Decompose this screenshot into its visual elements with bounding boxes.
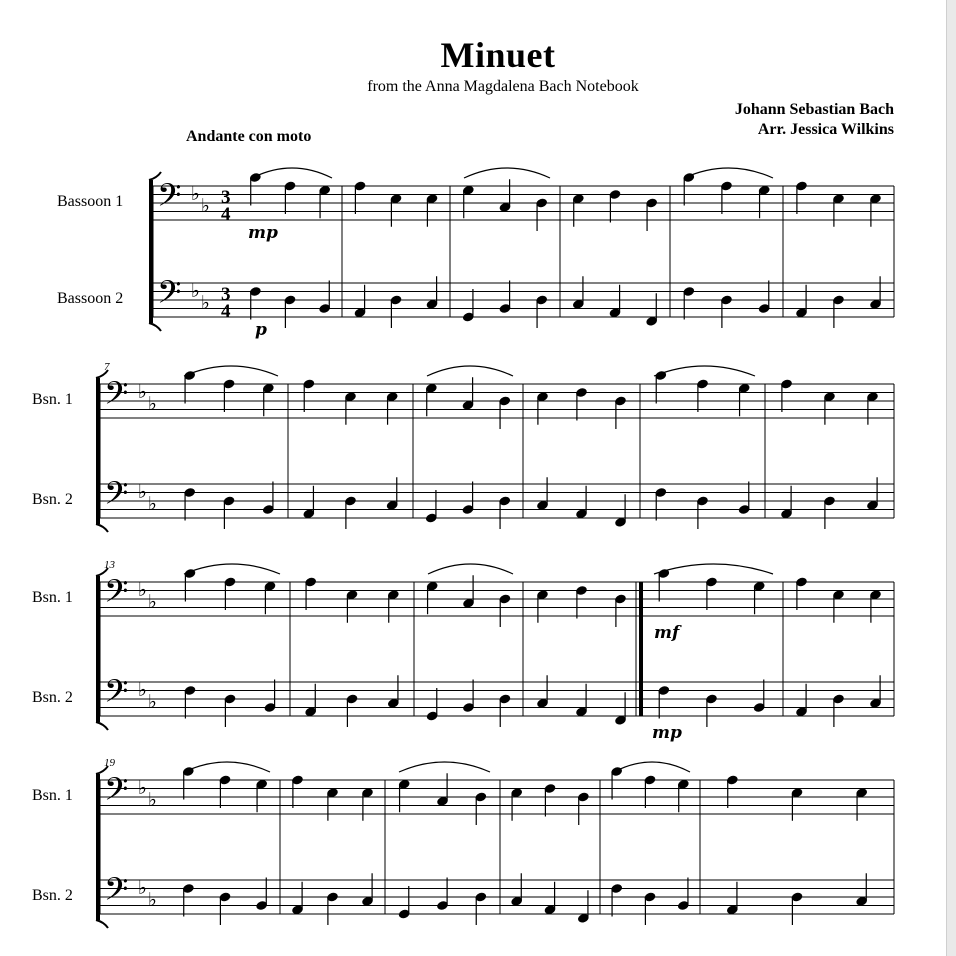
- instrument-label-bassoon-1: Bassoon 1: [57, 193, 124, 210]
- slur: [427, 366, 513, 376]
- slur: [654, 564, 773, 574]
- flat-icon: ♭: [138, 877, 147, 899]
- slur: [614, 762, 690, 772]
- instrument-label-bassoon-2: Bsn. 2: [32, 689, 73, 706]
- flat-icon: ♭: [138, 481, 147, 503]
- flat-icon: ♭: [148, 691, 157, 713]
- measure-number: 7: [104, 361, 110, 373]
- flat-icon: ♭: [138, 579, 147, 601]
- flat-icon: ♭: [201, 195, 210, 217]
- bracket-hook: [149, 323, 161, 331]
- piece-title: Minuet: [440, 35, 556, 75]
- measure-number: 13: [104, 559, 115, 571]
- slur: [684, 168, 773, 178]
- slur: [184, 366, 278, 376]
- measure-number: 19: [104, 757, 115, 769]
- flat-icon: ♭: [138, 679, 147, 701]
- bass-clef-icon: 𝄢: [104, 771, 129, 815]
- time-signature-bottom: 4: [221, 204, 231, 225]
- slur: [654, 366, 755, 376]
- bass-clef-icon: 𝄢: [104, 573, 129, 617]
- bass-clef-icon: 𝄢: [104, 375, 129, 419]
- flat-icon: ♭: [148, 591, 157, 613]
- time-signature-top: 3: [221, 284, 231, 305]
- bass-clef-icon: 𝄢: [104, 475, 129, 519]
- instrument-label-bassoon-2: Bsn. 2: [32, 887, 73, 904]
- time-signature-top: 3: [221, 187, 231, 208]
- piece-subtitle: from the Anna Magdalena Bach Notebook: [367, 78, 639, 95]
- bracket-hook: [96, 524, 108, 532]
- flat-icon: ♭: [191, 280, 200, 302]
- arranger-name: Arr. Jessica Wilkins: [757, 121, 894, 138]
- instrument-label-bassoon-1: Bsn. 1: [32, 391, 73, 408]
- slur: [184, 564, 280, 574]
- flat-icon: ♭: [148, 393, 157, 415]
- bracket-hook: [96, 722, 108, 730]
- time-signature-bottom: 4: [221, 301, 231, 322]
- flat-icon: ♭: [138, 381, 147, 403]
- composer-name: Johann Sebastian Bach: [734, 101, 894, 118]
- dynamic-marking: p: [255, 320, 267, 340]
- dynamic-marking: mp: [652, 723, 682, 743]
- bass-clef-icon: 𝄢: [157, 274, 182, 318]
- instrument-label-bassoon-1: Bsn. 1: [32, 787, 73, 804]
- flat-icon: ♭: [138, 777, 147, 799]
- flat-icon: ♭: [148, 493, 157, 515]
- tempo-marking: Andante con moto: [186, 128, 312, 145]
- dynamic-marking: mf: [654, 623, 680, 643]
- instrument-label-bassoon-1: Bsn. 1: [32, 589, 73, 606]
- slur: [399, 762, 490, 772]
- bass-clef-icon: 𝄢: [157, 177, 182, 221]
- dynamic-marking: mp: [248, 223, 278, 243]
- bass-clef-icon: 𝄢: [104, 673, 129, 717]
- instrument-label-bassoon-2: Bassoon 2: [57, 290, 124, 307]
- slur: [428, 564, 513, 574]
- slur: [464, 168, 550, 178]
- slur: [252, 168, 332, 178]
- bracket-hook: [96, 920, 108, 928]
- flat-icon: ♭: [191, 183, 200, 205]
- flat-icon: ♭: [148, 889, 157, 911]
- flat-icon: ♭: [148, 789, 157, 811]
- instrument-label-bassoon-2: Bsn. 2: [32, 491, 73, 508]
- page-edge-scrollbar[interactable]: [946, 0, 956, 956]
- bass-clef-icon: 𝄢: [104, 871, 129, 915]
- slur: [184, 762, 270, 772]
- flat-icon: ♭: [201, 292, 210, 314]
